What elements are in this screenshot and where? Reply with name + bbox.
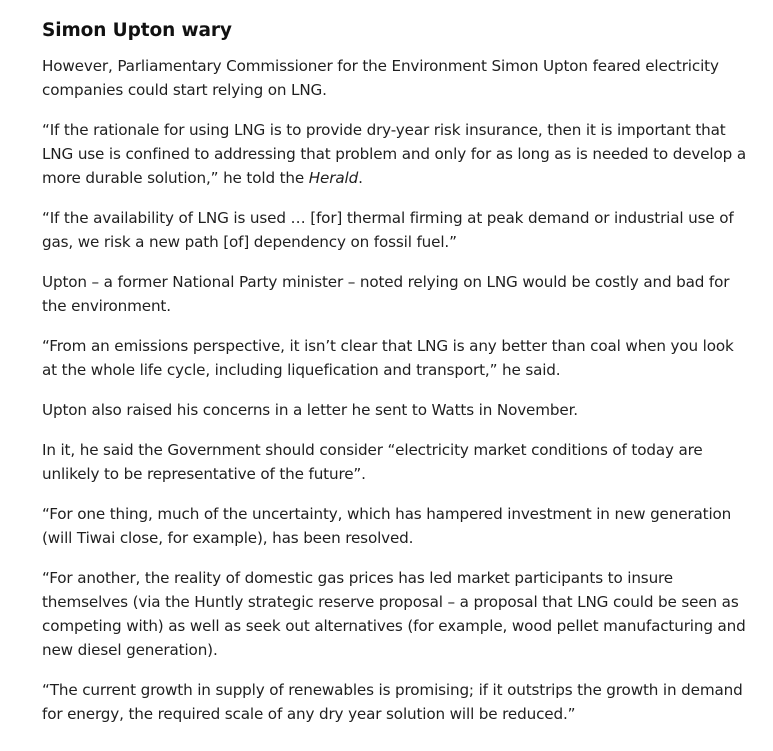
section-heading: Simon Upton wary [42,20,232,41]
article-paragraph: In it, he said the Government should consider “electricity market conditions of today are unlikely to be representative of the future”. [42,441,703,483]
article-paragraph: “For another, the reality of domestic gas prices has led market participants to insure themselves (via the Huntly strategic reserve proposal – a proposal that LNG could be seen as competing with) as well as seek out alternatives (for example, wood pellet manufacturing and new diesel generation). [42,569,746,659]
publication-name: Herald [308,169,359,187]
article-paragraph: Upton also raised his concerns in a letter he sent to Watts in November. [42,401,578,419]
article-paragraph: However, Parliamentary Commissioner for the Environment Simon Upton feared electricity companies could start relying on LNG. [42,57,719,99]
quote-end: . [358,169,363,187]
article-paragraph-quote [42,118,749,190]
article-paragraph: “For one thing, much of the uncertainty, which has hampered investment in new generation (will Tiwai close, for example), has been resolved. [42,505,732,547]
article-paragraph: “The current growth in supply of renewables is promising; if it outstrips the growth in demand for energy, the required scale of any dry year solution will be reduced.” [42,681,743,723]
article-paragraph: Upton – a former National Party minister – noted relying on LNG would be costly and bad for the environment. [42,273,730,315]
article-paragraph: “If the availability of LNG is used … [for] thermal firming at peak demand or industrial use of gas, we risk a new path [of] dependency on fossil fuel.” [42,209,734,251]
quote-text: “If the rationale for using LNG is to provide dry-year risk insurance, then it is important that LNG use is confined to addressing that problem and only for as long as is needed to develop a more durable solution,” he told the [42,121,746,187]
article-paragraph: “From an emissions perspective, it isn’t clear that LNG is any better than coal when you look at the whole life cycle, including liquefication and transport,” he said. [42,337,734,379]
